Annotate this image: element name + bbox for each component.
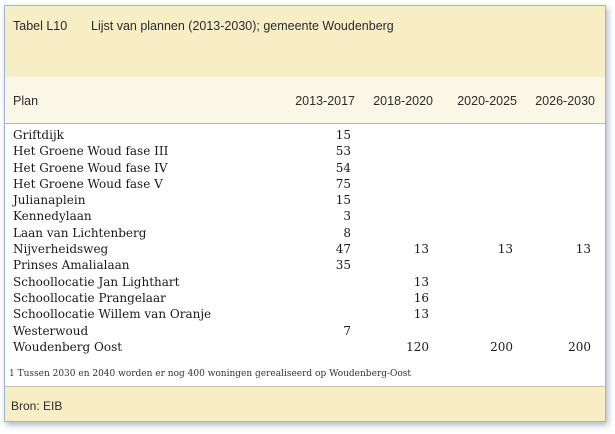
table-row bbox=[5, 306, 605, 322]
value-2018-2020: 120 bbox=[406, 339, 429, 354]
table-row bbox=[5, 176, 605, 192]
plan-name: Kennedylaan bbox=[13, 209, 92, 224]
table-row bbox=[5, 143, 605, 159]
value-2018-2020: 16 bbox=[413, 290, 429, 305]
column-header-2018-2020: 2018-2020 bbox=[373, 94, 433, 108]
value-2013-2017: 35 bbox=[335, 258, 351, 273]
table-body bbox=[5, 127, 605, 355]
plan-name: Het Groene Woud fase IV bbox=[13, 160, 168, 175]
table-row bbox=[5, 192, 605, 208]
title-bar bbox=[5, 6, 605, 77]
column-header-row bbox=[5, 77, 605, 124]
plan-name: Het Groene Woud fase V bbox=[13, 176, 163, 191]
value-2018-2020: 13 bbox=[413, 242, 429, 257]
plan-name: Het Groene Woud fase III bbox=[13, 144, 169, 159]
value-2020-2025: 13 bbox=[497, 242, 513, 257]
value-2018-2020: 13 bbox=[413, 307, 429, 322]
plan-name: Prinses Amalialaan bbox=[13, 258, 130, 273]
table-row bbox=[5, 208, 605, 224]
source-text: Bron: EIB bbox=[11, 399, 63, 413]
column-header-2013-2017: 2013-2017 bbox=[295, 94, 355, 108]
table-row bbox=[5, 127, 605, 143]
value-2026-2030: 200 bbox=[568, 339, 591, 354]
value-2013-2017: 53 bbox=[335, 144, 351, 159]
value-2013-2017: 7 bbox=[343, 323, 351, 338]
value-2026-2030: 13 bbox=[575, 242, 591, 257]
table-label: Tabel L10 bbox=[13, 19, 68, 33]
column-header-plan: Plan bbox=[13, 94, 39, 108]
table-row bbox=[5, 290, 605, 306]
plan-name: Griftdijk bbox=[13, 128, 64, 142]
table-row bbox=[5, 339, 605, 355]
table-row bbox=[5, 160, 605, 176]
footnote: 1 Tussen 2030 en 2040 worden er nog 400 woningen gerealiseerd op Woudenberg-Oost bbox=[9, 369, 412, 379]
table-row bbox=[5, 323, 605, 339]
column-header-2026-2030: 2026-2030 bbox=[535, 94, 595, 108]
value-2020-2025: 200 bbox=[490, 339, 513, 354]
plan-name: Laan van Lichtenberg bbox=[13, 225, 147, 240]
value-2013-2017: 8 bbox=[343, 225, 351, 240]
value-2018-2020: 13 bbox=[413, 274, 429, 289]
value-2013-2017: 3 bbox=[343, 209, 351, 224]
table-row bbox=[5, 241, 605, 257]
value-2013-2017: 15 bbox=[335, 193, 351, 208]
table-row bbox=[5, 225, 605, 241]
plan-name: Julianaplein bbox=[13, 193, 86, 208]
plan-name: Schoollocatie Prangelaar bbox=[13, 290, 166, 305]
source-bar bbox=[5, 386, 605, 422]
plan-name: Schoollocatie Jan Lighthart bbox=[13, 274, 180, 289]
table-row bbox=[5, 257, 605, 273]
value-2013-2017: 75 bbox=[335, 176, 351, 191]
plan-name: Schoollocatie Willem van Oranje bbox=[13, 307, 212, 322]
column-header-2020-2025: 2020-2025 bbox=[457, 94, 517, 108]
value-2013-2017: 54 bbox=[335, 160, 351, 175]
plan-name: Woudenberg Oost bbox=[13, 339, 123, 354]
plan-name: Westerwoud bbox=[13, 323, 89, 338]
table-title: Lijst van plannen (2013-2030); gemeente Woudenberg bbox=[91, 19, 394, 33]
value-2013-2017: 47 bbox=[335, 242, 351, 257]
value-2013-2017: 15 bbox=[335, 128, 351, 142]
table-row bbox=[5, 274, 605, 290]
table-frame bbox=[4, 5, 606, 422]
plan-name: Nijverheidsweg bbox=[13, 242, 109, 257]
